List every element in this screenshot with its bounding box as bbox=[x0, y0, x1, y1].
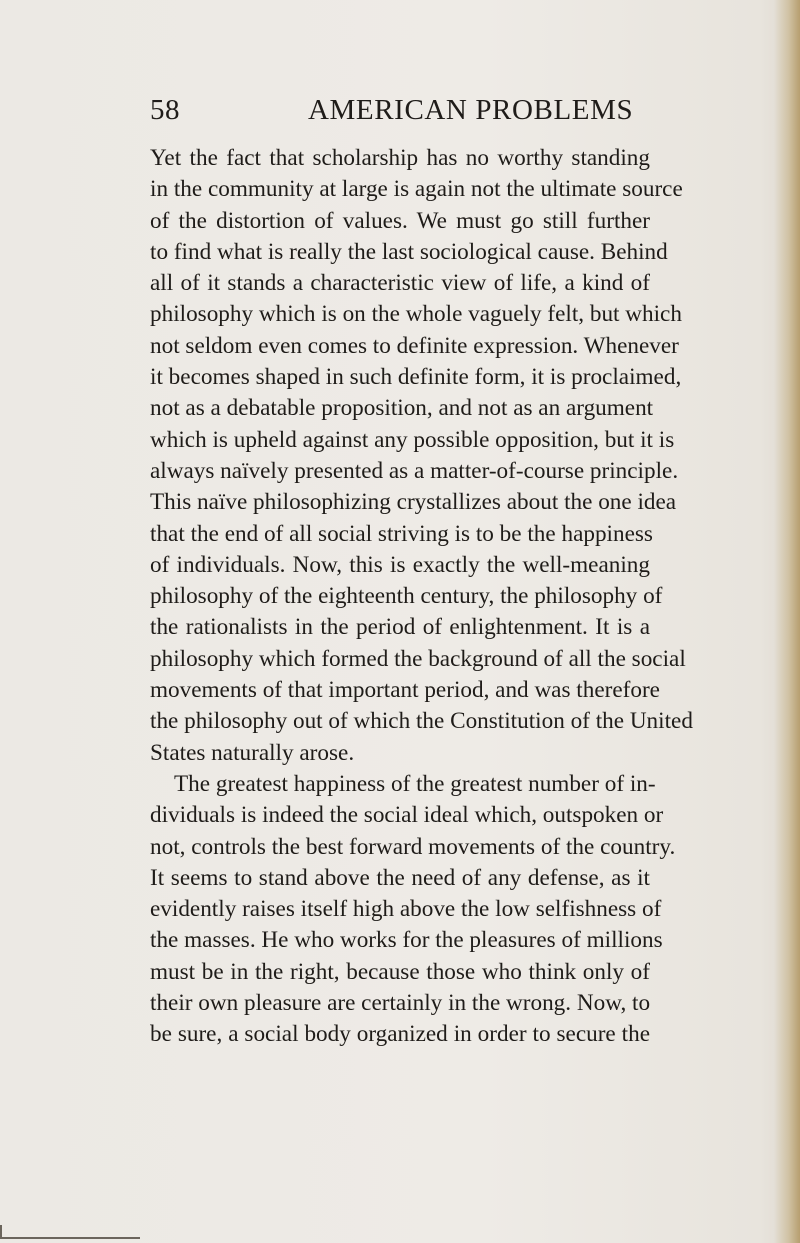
text-line: always naïvely presented as a matter-of-course principle. bbox=[150, 457, 679, 484]
text-line: Yet the fact that scholarship has no worthy standing bbox=[150, 145, 650, 171]
scan-edge-mark-vertical bbox=[0, 1225, 2, 1239]
paragraph-end-line: States naturally arose. bbox=[150, 739, 355, 766]
text-line: it becomes shaped in such definite form, it is proclaimed, bbox=[150, 364, 682, 391]
text-line: movements of that important period, and was therefore bbox=[150, 677, 660, 704]
text-line: dividuals is indeed the social ideal which, outspoken or bbox=[150, 802, 664, 829]
text-line: This naïve philosophizing crystallizes about the one idea bbox=[150, 489, 677, 516]
text-line: the masses. He who works for the pleasures of millions bbox=[150, 927, 663, 954]
text-line: It seems to stand above the need of any defense, as it bbox=[150, 864, 650, 891]
text-line: the philosophy out of which the Constitution of the United bbox=[150, 708, 693, 735]
text-line: philosophy which is on the whole vaguely felt, but which bbox=[150, 301, 682, 328]
text-line: philosophy which formed the background of all the social bbox=[150, 645, 686, 672]
text-line: be sure, a social body organized in order to secure the bbox=[150, 1021, 650, 1048]
page-number: 58 bbox=[150, 94, 180, 126]
text-line: must be in the right, because those who think only of bbox=[150, 958, 650, 985]
text-line: not seldom even comes to definite expression. Whenever bbox=[150, 332, 679, 359]
scan-edge-mark bbox=[0, 1237, 140, 1239]
text-line: of the distortion of values. We must go still further bbox=[150, 207, 650, 234]
text-line: philosophy of the eighteenth century, the philosophy of bbox=[150, 583, 663, 610]
text-line: which is upheld against any possible opposition, but it is bbox=[150, 426, 675, 453]
text-line: that the end of all social striving is to be the happiness bbox=[150, 520, 653, 547]
text-line: their own pleasure are certainly in the wrong. Now, to bbox=[150, 990, 651, 1017]
text-line: in the community at large is again not the ultimate source bbox=[150, 176, 683, 203]
paragraph-start-line: The greatest happiness of the greatest number of in- bbox=[174, 770, 656, 797]
text-line: to find what is really the last sociological cause. Behind bbox=[150, 238, 668, 265]
running-title: AMERICAN PROBLEMS bbox=[308, 94, 634, 126]
running-head bbox=[150, 92, 650, 128]
text-line: not as a debatable proposition, and not as an argument bbox=[150, 395, 654, 422]
text-line: all of it stands a characteristic view of life, a kind of bbox=[150, 270, 650, 297]
body-text bbox=[150, 143, 693, 1051]
text-line: of individuals. Now, this is exactly the well-meaning bbox=[150, 551, 650, 578]
text-line: the rationalists in the period of enlightenment. It is a bbox=[150, 614, 650, 641]
text-line: evidently raises itself high above the low selfishness of bbox=[150, 896, 662, 923]
spine-shadow bbox=[774, 0, 800, 1243]
text-line: not, controls the best forward movements of the country. bbox=[150, 833, 676, 860]
